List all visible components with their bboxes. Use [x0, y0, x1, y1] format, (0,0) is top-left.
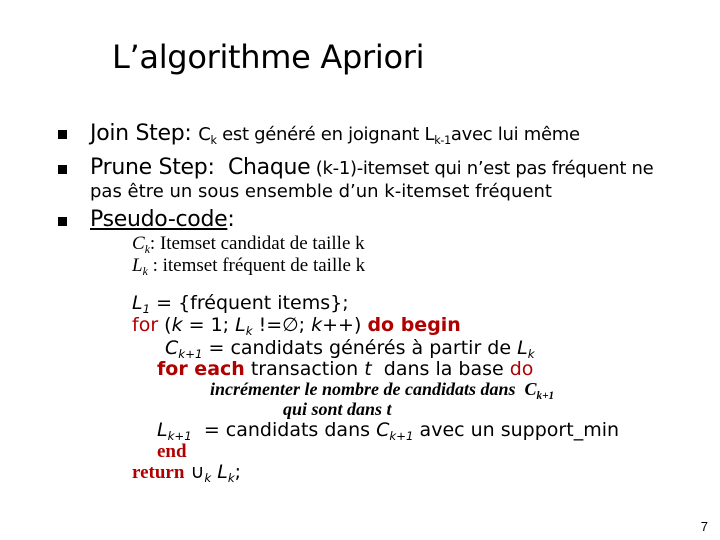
- page-number: 7: [700, 519, 708, 534]
- pseudo-label: Pseudo-code: [90, 207, 228, 232]
- code-line-increment-2: qui sont dans t: [283, 399, 392, 419]
- join-description: $C_k$ est généré en joignant $L_{k-1}avec$ lui même: [198, 124, 580, 147]
- keyword-end: end: [157, 441, 187, 462]
- bullet-pseudo: Pseudo-code:: [90, 207, 235, 232]
- bullet-marker-pseudo: [58, 217, 67, 226]
- bullet-marker-join: [58, 130, 67, 139]
- code-line-l1: $L_1$ = {fréquent items};: [132, 292, 349, 316]
- prune-description-line1: (k-1)-itemset qui n’est pas fréquent ne: [310, 158, 654, 179]
- bullet-marker-prune: [58, 165, 67, 174]
- code-line-for: for (k = 1; $L_k$ !=∅; k++) do begin: [132, 314, 461, 338]
- definition-ck: $C_k$: Itemset candidat de taille k: [132, 233, 365, 256]
- join-label: Join Step: [90, 121, 185, 146]
- keyword-for-each: for each: [157, 358, 245, 380]
- code-line-foreach: for each transaction t dans la base do: [157, 358, 534, 380]
- keyword-for: for: [132, 314, 159, 336]
- slide-title: L’algorithme Apriori: [112, 38, 425, 76]
- code-line-increment-1: incrémenter le nombre de candidats dans $C_{k+1}$: [210, 379, 555, 402]
- code-line-return: return $\cup_k$ $L_k$;: [132, 461, 242, 485]
- code-line-lk1: $L_{k+1}$ = candidats dans $C_{k+1}$ avec un support_min: [157, 419, 620, 443]
- code-line-ck1: $C_{k+1}$ = candidats générés à partir de $L_k$: [165, 337, 535, 361]
- keyword-do-begin: do begin: [367, 314, 461, 336]
- definition-lk: $L_k$ : itemset fréquent de taille k: [132, 255, 366, 278]
- prune-label: Prune Step: [90, 155, 208, 180]
- keyword-do: do: [509, 358, 534, 380]
- bullet-prune: Prune Step: Chaque (k-1)-itemset qui n’est pas fréquent ne: [90, 155, 654, 180]
- keyword-return: return: [132, 462, 185, 483]
- bullet-join: Join Step: $C_k$ est généré en joignant $L_{k-1}avec$ lui même: [90, 121, 580, 147]
- prune-description-line2: pas être un sous ensemble d’un k-itemset fréquent: [90, 181, 552, 202]
